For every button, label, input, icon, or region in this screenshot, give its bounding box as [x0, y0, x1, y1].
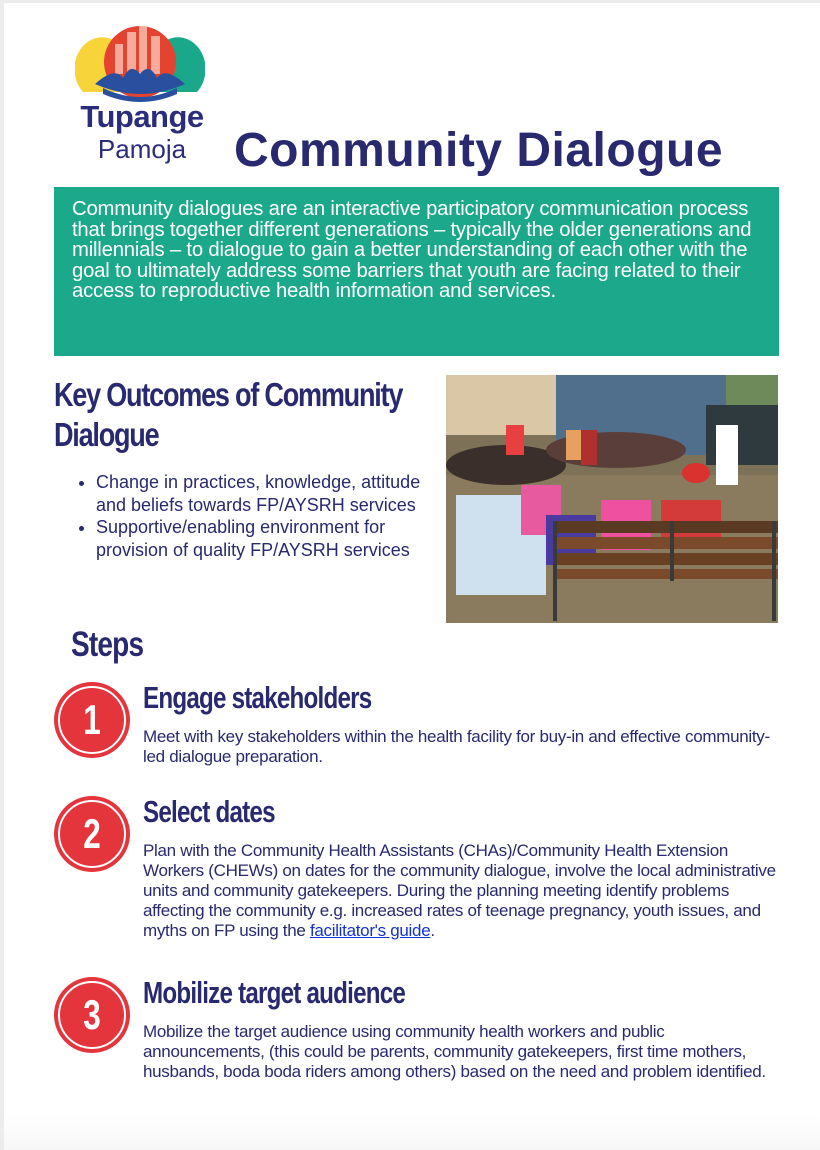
tupange-pamoja-logo — [61, 12, 218, 184]
step-number-badge-icon: 1 — [54, 682, 130, 758]
step-description: Mobilize the target audience using community health workers and public announcements, (this could be parents, community gatekeepers, first time mothers, husbands, boda boda riders among others) based on the need and problem identified. — [143, 1022, 766, 1081]
photo-illustration — [446, 375, 778, 623]
page-title: Community Dialogue — [234, 124, 724, 178]
outcome-item: • Change in practices, knowledge, attitude and beliefs towards FP/AYSRH services — [96, 471, 436, 516]
outcome-item: • Supportive/enabling environment for provision of quality FP/AYSRH services — [96, 516, 436, 561]
step-description: Meet with key stakeholders within the health facility for buy-in and effective community-led dialogue preparation. — [143, 727, 770, 766]
step-description: Plan with the Community Health Assistants (CHAs)/Community Health Extension Workers (CHEWs) on dates for the community dialogue, involve the local administrative units and community gatekeepers. During the planning meeting identify problems affecting the community e.g. increased rates of teenage pregnancy, youth issues, and myths on FP using the facilitator's guide. — [143, 841, 776, 940]
facilitators-guide-link[interactable]: facilitator's guide — [309, 921, 431, 940]
step-title: Select dates — [143, 794, 275, 829]
logo-emblem-icon — [75, 22, 205, 102]
logo-brand-name: Tupange — [80, 99, 204, 134]
intro-callout — [54, 187, 779, 356]
step-title: Mobilize target audience — [143, 975, 406, 1010]
outcomes-heading: Key Outcomes of Community Dialogue — [54, 376, 403, 453]
community-dialogue-photo — [446, 375, 778, 623]
step-number-badge-icon: 2 — [54, 796, 130, 872]
document-page — [4, 3, 820, 1150]
step-title: Engage stakeholders — [143, 680, 372, 715]
step-number-badge-icon: 3 — [54, 977, 130, 1053]
logo-brand-subname: Pamoja — [97, 134, 187, 164]
steps-heading: Steps — [71, 625, 144, 664]
outcomes-list — [72, 471, 436, 561]
intro-text: Community dialogues are an interactive participatory communication process that brings together different generations – typically the older generations and millennials – to dialogue to gain a better understanding of each other with the goal to ultimately address some barriers that youth are facing related to their access to reproductive health information and services. — [72, 198, 752, 302]
